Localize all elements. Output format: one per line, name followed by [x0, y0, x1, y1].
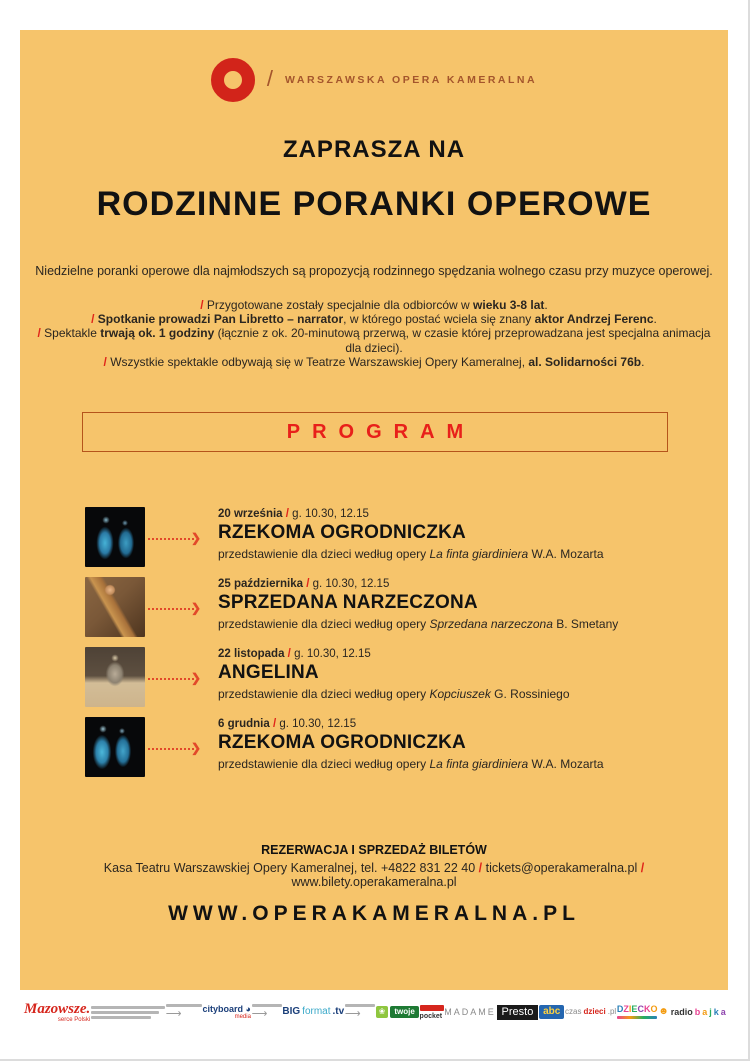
- partner-text-block: [91, 1006, 165, 1019]
- text-segment: aktor Andrzej Ferenc: [534, 312, 654, 327]
- czasdzieci-logo: [565, 1008, 616, 1016]
- patron-arrow: [166, 1004, 202, 1020]
- desc-prefix: przedstawienie dla dzieci według opery: [218, 757, 430, 771]
- desc-opera-name: Sprzedana narzeczona: [429, 617, 553, 631]
- show-description: [218, 547, 604, 561]
- radiobajka-logo-text: a: [720, 1006, 726, 1017]
- dziecko-logo: [617, 1005, 658, 1019]
- program-item: [20, 717, 728, 777]
- mazowsze-logo-text: Mazowsze.: [24, 1000, 91, 1017]
- show-times: g. 10.30, 12.15: [279, 718, 357, 730]
- show-date-line: [218, 578, 618, 590]
- pocket-logo-bar: [420, 1005, 444, 1011]
- arrow-head-icon: ❯: [190, 741, 201, 755]
- text-segment: Wszystkie spektakle odbywają się w Teatrze Warszawskiej Opery Kameralnej,: [110, 354, 529, 369]
- bigformat-tv-logo-text: .tv: [332, 1006, 345, 1017]
- show-info: [218, 718, 604, 771]
- dziecko-logo-letter: E: [631, 1004, 638, 1014]
- patron-arrow-text: ⟶: [344, 1008, 360, 1020]
- radiobajka-logo-text: radio: [670, 1006, 693, 1017]
- tickets-heading: REZERWACJA I SPRZEDAŻ BILETÓW: [261, 843, 487, 857]
- dziecko-logo-bar: [617, 1016, 657, 1019]
- pocket-logo-text: pocket: [419, 1012, 443, 1020]
- patron-arrow-text: ⟶: [251, 1008, 267, 1020]
- desc-opera-name: La finta giardiniera: [429, 547, 529, 561]
- desc-opera-name: La finta giardiniera: [429, 757, 529, 771]
- info-bullet-lines: [30, 298, 718, 369]
- program-heading-box: [82, 412, 668, 452]
- radiobajka-logo-text: k: [713, 1006, 719, 1017]
- patron-arrow-bar: [345, 1004, 375, 1007]
- show-times: g. 10.30, 12.15: [312, 578, 390, 590]
- dziecko-logo-letter: O: [650, 1004, 658, 1014]
- arrow-head-icon: ❯: [190, 531, 201, 545]
- cityboard-media-logo-text: cityboard ◕: [202, 1003, 251, 1014]
- text-segment: /: [103, 354, 111, 369]
- text-segment: Spotkanie prowadzi Pan Libretto – narrator: [97, 312, 344, 327]
- desc-suffix: B. Smetany: [552, 617, 619, 631]
- text-segment: al. Solidarności 76b: [528, 354, 642, 369]
- text-segment: trwają ok. 1 godziny: [100, 326, 215, 341]
- show-description: [218, 687, 570, 701]
- text-segment: wieku 3-8 lat: [473, 298, 545, 312]
- radiobajka-logo: [658, 1007, 726, 1017]
- slash-separator: /: [269, 718, 280, 730]
- poster-background: [20, 30, 728, 990]
- madame-logo-text: MADAME: [444, 1006, 496, 1017]
- text-segment: Spektakle: [44, 326, 101, 341]
- opera-o-logo-icon: [211, 58, 255, 102]
- show-times: g. 10.30, 12.15: [294, 648, 371, 660]
- presto-logo-text: Presto: [497, 1005, 539, 1020]
- arrow-head-icon: ❯: [190, 601, 201, 615]
- text-segment: /: [37, 326, 45, 341]
- brand-header: [20, 58, 728, 102]
- bigformat-tv-logo-text: BIG: [282, 1006, 301, 1017]
- dziecko-logo-letter: I: [628, 1004, 632, 1014]
- cityboard-media-logo: [202, 1005, 250, 1020]
- show-date: 20 września: [218, 508, 283, 520]
- slash-separator: /: [282, 508, 293, 520]
- twoje-logo-text: ❀: [376, 1006, 389, 1018]
- show-photo-thumbnail: [85, 507, 145, 567]
- show-date-line: [218, 648, 570, 660]
- czasdzieci-logo-text: .pl: [607, 1007, 617, 1016]
- twoje-logo: [376, 1006, 419, 1018]
- radiobajka-logo-text: ☻: [658, 1006, 669, 1017]
- dziecko-logo-letter: C: [637, 1004, 644, 1014]
- text-segment: Kasa Teatru Warszawskiej Opery Kameralnej, tel. +4822 831 22 40: [103, 861, 479, 875]
- presto-logo: [497, 1005, 539, 1020]
- radiobajka-logo-text: b: [694, 1006, 701, 1017]
- desc-prefix: przedstawienie dla dzieci według opery: [218, 547, 430, 561]
- text-segment: (łącznie z ok. 20-minutową przerwą, w czasie której przeprowadzana jest specjalna animacja dla dzieci).: [214, 326, 711, 355]
- show-photo-thumbnail: [85, 717, 145, 777]
- patron-arrow-text: ⟶: [165, 1008, 181, 1020]
- text-segment: , w którego postać wciela się znany: [343, 312, 535, 327]
- bullet-line: [30, 298, 718, 312]
- page-title: RODZINNE PORANKI OPEROWE: [96, 185, 652, 223]
- invite-subtitle: ZAPRASZA NA: [282, 136, 466, 163]
- text-segment: Przygotowane zostały specjalnie dla odbiorców w: [206, 298, 474, 312]
- cityboard-media-logo-sub: media: [234, 1013, 251, 1020]
- patron-arrow: [252, 1004, 282, 1020]
- footer-logos: [24, 995, 726, 1029]
- text-segment: .: [653, 312, 657, 327]
- patron-arrow-bar: [166, 1004, 202, 1007]
- show-photo-thumbnail: [85, 577, 145, 637]
- program-item: [20, 577, 728, 637]
- show-title: RZEKOMA OGRODNICZKA: [218, 522, 466, 543]
- arrow-connector: [148, 671, 201, 685]
- partner-text-block-bar: [91, 1006, 165, 1009]
- tickets-contact-line: [20, 861, 728, 889]
- show-description: [218, 757, 604, 771]
- text-segment: /: [200, 298, 207, 312]
- czasdzieci-logo-text: dzieci: [583, 1007, 606, 1016]
- arrow-connector: [148, 531, 201, 545]
- desc-prefix: przedstawienie dla dzieci według opery: [218, 617, 430, 631]
- show-date-line: [218, 718, 604, 730]
- czasdzieci-logo-text: czas: [565, 1007, 582, 1016]
- bigformat-tv-logo-text: format: [302, 1006, 331, 1017]
- pocket-logo: [420, 1005, 444, 1020]
- arrow-connector: [148, 601, 201, 615]
- partner-text-block-bar: [91, 1011, 159, 1014]
- brand-name: WARSZAWSKA OPERA KAMERALNA: [285, 74, 538, 86]
- show-date-line: [218, 508, 604, 520]
- intro-text: Niedzielne poranki operowe dla najmłodszych są propozycją rodzinnego spędzania wolnego czasu przy muzyce operowej.: [35, 264, 713, 278]
- website-url: WWW.OPERAKAMERALNA.PL: [168, 902, 580, 925]
- bullet-line: [30, 312, 718, 326]
- radiobajka-logo-text: a: [702, 1006, 708, 1017]
- slash-separator: /: [266, 66, 274, 91]
- show-title: RZEKOMA OGRODNICZKA: [218, 732, 466, 753]
- patron-arrow: [345, 1004, 375, 1020]
- show-date: 22 listopada: [218, 648, 285, 660]
- text-segment: .: [544, 298, 548, 312]
- madame-logo: [444, 1008, 496, 1017]
- show-info: [218, 648, 570, 701]
- show-title: SPRZEDANA NARZECZONA: [218, 592, 478, 613]
- desc-suffix: W.A. Mozarta: [528, 757, 604, 771]
- text-segment: .: [641, 354, 645, 369]
- text-segment: www.bilety.operakameralna.pl: [291, 875, 457, 889]
- show-description: [218, 617, 618, 631]
- slash-separator: /: [284, 648, 295, 660]
- program-list: [20, 507, 728, 787]
- mazowsze-logo-sub: serce Polski: [57, 1016, 91, 1023]
- desc-suffix: G. Rossiniego: [490, 687, 570, 701]
- bullet-line: [30, 326, 718, 354]
- show-photo-thumbnail: [85, 647, 145, 707]
- desc-prefix: przedstawienie dla dzieci według opery: [218, 687, 430, 701]
- radiobajka-logo-text: j: [709, 1006, 712, 1017]
- dziecko-logo-letter: K: [643, 1004, 651, 1014]
- abc-logo-text: abc: [539, 1005, 564, 1019]
- show-times: g. 10.30, 12.15: [292, 508, 369, 520]
- program-item: [20, 647, 728, 707]
- patron-arrow-bar: [252, 1004, 282, 1007]
- text-segment: /: [91, 312, 98, 327]
- show-date: 25 października: [218, 578, 304, 590]
- twoje-logo-text: twoje: [390, 1006, 418, 1018]
- text-segment: /: [640, 861, 645, 875]
- partner-text-block-bar: [91, 1016, 151, 1019]
- desc-opera-name: Kopciuszek: [429, 687, 491, 701]
- program-heading: PROGRAM: [286, 420, 476, 443]
- mazowsze-logo: [24, 1002, 90, 1023]
- text-segment: tickets@operakameralna.pl: [485, 861, 641, 875]
- dziecko-logo-letter: D: [616, 1004, 624, 1014]
- show-title: ANGELINA: [218, 662, 319, 683]
- abc-logo: [539, 1005, 564, 1019]
- slash-separator: /: [303, 578, 313, 590]
- dziecko-logo-letter: Z: [623, 1004, 629, 1014]
- bullet-line: [30, 355, 718, 369]
- show-date: 6 grudnia: [218, 718, 270, 730]
- program-item: [20, 507, 728, 567]
- bigformat-tv-logo: [282, 1007, 344, 1017]
- arrow-head-icon: ❯: [190, 671, 201, 685]
- desc-suffix: W.A. Mozarta: [528, 547, 604, 561]
- arrow-connector: [148, 741, 201, 755]
- dziecko-logo-text: [617, 1005, 658, 1014]
- show-info: [218, 508, 604, 561]
- show-info: [218, 578, 618, 631]
- text-segment: /: [478, 861, 486, 875]
